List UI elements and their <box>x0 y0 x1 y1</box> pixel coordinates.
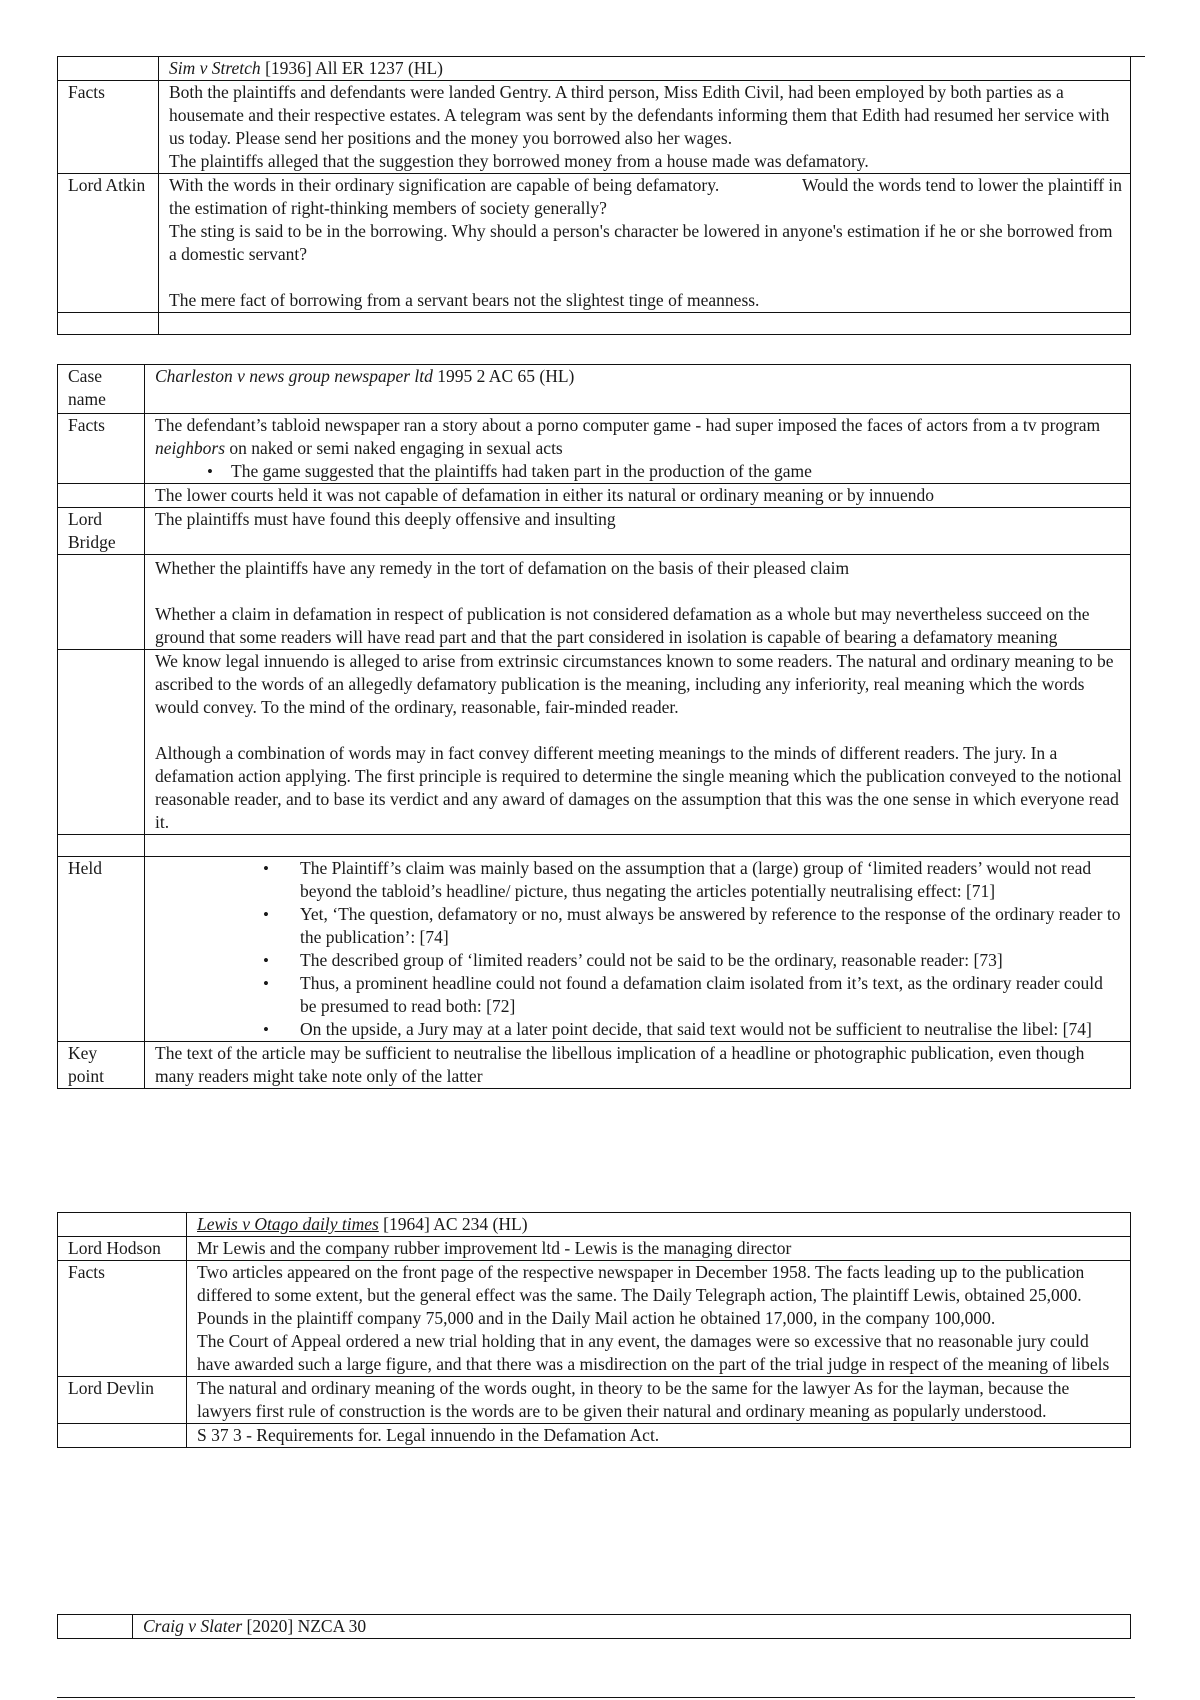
case-title: Sim v Stretch [1936] All ER 1237 (HL) <box>159 57 1131 81</box>
list-item: • The game suggested that the plaintiffs had taken part in the production of the game <box>231 460 1122 483</box>
list-item: • The described group of ‘limited readers’ could not be said to be the ordinary, reasonable reader: [73] <box>300 949 1122 972</box>
row-label-lord-hodson: Lord Hodson <box>58 1237 187 1261</box>
divider <box>57 1697 1135 1698</box>
row-label-facts: Facts <box>58 81 159 174</box>
row-label-key-point: Key point <box>58 1042 145 1089</box>
list-item: • On the upside, a Jury may at a later point decide, that said text would not be sufficient to neutralise the libel: [74] <box>300 1018 1122 1041</box>
lord-atkin-text: With the words in their ordinary signification are capable of being defamatory. Would the words tend to lower the plaintiff in the estimation of right-thinking members of society generally? The sting is said to be in the borrowing. Why should a person's character be lowered in anyone's estimation if he or she borrowed from a domestic servant? The mere fact of borrowing from a servant bears not the slightest tinge of meanness. <box>159 174 1131 313</box>
case-title: Craig v Slater [2020] NZCA 30 <box>133 1615 1131 1639</box>
facts-text: The defendant’s tabloid newspaper ran a story about a porno computer game - had super imposed the faces of actors from a tv program neighbors on naked or semi naked engaging in sexual acts • The game suggested that the plaintiffs had taken part in the production of the game <box>145 414 1131 484</box>
list-item: • Yet, ‘The question, defamatory or no, must always be answered by reference to the response of the ordinary reader to the publication’: [74] <box>300 903 1122 949</box>
case-table-charleston <box>57 364 1131 1089</box>
row-label-lord-devlin: Lord Devlin <box>58 1377 187 1424</box>
facts-text: Two articles appeared on the front page of the respective newspaper in December 1958. The facts leading up to the publication differed to some extent, but the general effect was the same. The Daily Telegraph action, The plaintiff Lewis, obtained 25,000. Pounds in the plaintiff company 75,000 and in the Daily Mail action he obtained 17,000, in the company 100,000. The Court of Appeal ordered a new trial holding that in any event, the damages were so excessive that no reasonable jury could have awarded such a large figure, and that there was a misdirection on the part of the trial judge in respect of the meaning of libels <box>187 1261 1131 1377</box>
row-label-lord-bridge: Lord Bridge <box>58 508 145 555</box>
innuendo-text: We know legal innuendo is alleged to arise from extrinsic circumstances known to some readers. The natural and ordinary meaning to be ascribed to the words of an allegedly defamatory publication is the meaning, including any inferiority, real meaning which the words would convey. To the mind of the ordinary, reasonable, fair-minded reader. Although a combination of words may in fact convey different meeting meanings to the minds of different readers. The jury. In a defamation action applying. The first principle is required to determine the single meaning which the publication conveyed to the notional reasonable reader, and to base its verdict and any award of damages on the assumption that this was the one sense in which everyone read it. <box>145 650 1131 835</box>
row-label-lord-atkin: Lord Atkin <box>58 174 159 313</box>
list-item: • The Plaintiff’s claim was mainly based on the assumption that a (large) group of ‘limited readers’ would not read beyond the tabloid’s headline/ picture, thus negating the articles potentially neutralising effect: [71] <box>300 857 1122 903</box>
statute-text: S 37 3 - Requirements for. Legal innuendo in the Defamation Act. <box>187 1424 1131 1448</box>
held-list-cell <box>145 857 1131 1042</box>
row-label-facts: Facts <box>58 414 145 484</box>
issues-text: Whether the plaintiffs have any remedy in the tort of defamation on the basis of their pleased claim Whether a claim in defamation in respect of publication is not considered defamation as a whole but may nevertheless succeed on the ground that some readers will have read part and that the part considered in isolation is capable of bearing a defamatory meaning <box>145 555 1131 650</box>
case-table-lewis-v-otago <box>57 1212 1131 1448</box>
facts-text: Both the plaintiffs and defendants were landed Gentry. A third person, Miss Edith Civil, had been employed by both parties as a housemate and their respective estates. A telegram was sent by the defendants informing them that Edith had resumed her service with us today. Please send her positions and the money you borrowed also her wages. The plaintiffs alleged that the suggestion they borrowed money from a house made was defamatory. <box>159 81 1131 174</box>
row-label-held: Held <box>58 857 145 1042</box>
case-title: Charleston v news group newspaper ltd 1995 2 AC 65 (HL) <box>145 365 1131 414</box>
lord-devlin-text: The natural and ordinary meaning of the words ought, in theory to be the same for the lawyer As for the layman, because the lawyers first rule of construction is the words are to be given their natural and ordinary meaning as popularly understood. <box>187 1377 1131 1424</box>
case-title: Lewis v Otago daily times [1964] AC 234 (HL) <box>187 1213 1131 1237</box>
facts-bullet-list <box>155 460 1122 483</box>
key-point-text: The text of the article may be sufficient to neutralise the libellous implication of a headline or photographic publication, even though many readers might take note only of the latter <box>145 1042 1131 1089</box>
case-table-sim-v-stretch <box>57 56 1131 335</box>
lord-hodson-text: Mr Lewis and the company rubber improvement ltd - Lewis is the managing director <box>187 1237 1131 1261</box>
held-bullet-list <box>155 857 1122 1041</box>
row-label-case-name: Case name <box>58 365 145 414</box>
case-table-craig-v-slater <box>57 1614 1131 1639</box>
lower-courts-text: The lower courts held it was not capable of defamation in either its natural or ordinary meaning or by innuendo <box>145 484 1131 508</box>
divider <box>1131 56 1145 57</box>
list-item: • Thus, a prominent headline could not found a defamation claim isolated from it’s text, as the ordinary reader could be presumed to read both: [72] <box>300 972 1122 1018</box>
lord-bridge-text: The plaintiffs must have found this deeply offensive and insulting <box>145 508 1131 555</box>
row-label-facts: Facts <box>58 1261 187 1377</box>
